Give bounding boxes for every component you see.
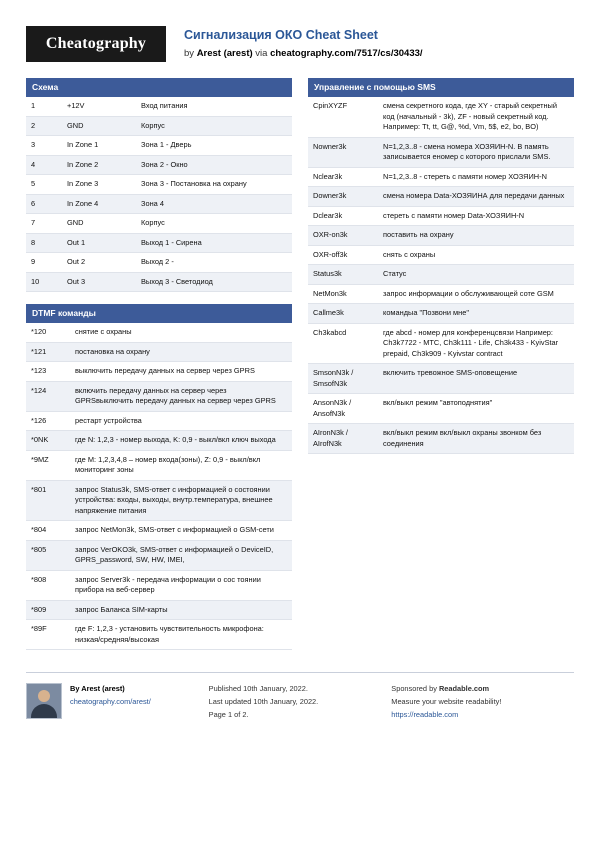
- page-header: [0, 0, 600, 62]
- cell-name: Out 2: [62, 253, 136, 273]
- cell-desc: N=1,2,3..8 - стереть с памяти номер ХОЗЯИН-N: [378, 167, 574, 187]
- cell-command: OXR-on3k: [308, 226, 378, 246]
- cell-code: *805: [26, 540, 70, 570]
- page-count: Page 1 of 2.: [208, 710, 249, 719]
- table-row: [308, 137, 574, 167]
- table-row: [26, 521, 292, 541]
- footer-dates-text: [209, 683, 319, 722]
- cell-desc: Зона 3 - Постановка на охрану: [136, 175, 292, 195]
- card-sms: [308, 78, 574, 454]
- table-row: [26, 136, 292, 156]
- byline-prefix: by: [184, 48, 197, 59]
- footer-dates: [209, 683, 392, 722]
- updated-date: Last updated 10th January, 2022.: [208, 697, 319, 706]
- cell-name: Out 1: [62, 233, 136, 253]
- cell-desc: N=1,2,3..8 - смена номера ХОЗЯИН-N. В память записывается еномер с которого прислали SMS.: [378, 137, 574, 167]
- cell-command: CpinXYZF: [308, 97, 378, 137]
- cell-code: *124: [26, 381, 70, 411]
- byline-author: Arest (arest): [196, 48, 253, 59]
- cell-code: *126: [26, 411, 70, 431]
- cell-desc: где F: 1,2,3 - установить чувствительность микрофона: низкая/средняя/высокая: [70, 620, 292, 650]
- cell-desc: Зона 2 - Окно: [136, 155, 292, 175]
- cell-command: AnsonN3k / AnsofN3k: [308, 394, 378, 424]
- cell-desc: Корпус: [136, 116, 292, 136]
- table-row: [26, 116, 292, 136]
- table-row: [308, 304, 574, 324]
- table-row: [308, 245, 574, 265]
- cell-command: OXR-off3k: [308, 245, 378, 265]
- cell-code: *804: [26, 521, 70, 541]
- cell-name: In Zone 1: [62, 136, 136, 156]
- cell-command: NetMon3k: [308, 284, 378, 304]
- table-row: [308, 167, 574, 187]
- cell-desc: вкл/выкл режим "автоподнятия": [378, 394, 574, 424]
- cell-desc: запрос Баланса SIM-карты: [70, 600, 292, 620]
- avatar-head: [38, 690, 50, 702]
- cell-command: SmsonN3k / SmsofN3k: [308, 364, 378, 394]
- table-row: [26, 480, 292, 521]
- table-row: [26, 342, 292, 362]
- cell-name: +12V: [62, 97, 136, 116]
- cell-desc: Статус: [378, 265, 574, 285]
- table-row: [26, 272, 292, 292]
- cell-command: Callme3k: [308, 304, 378, 324]
- cell-pin: 8: [26, 233, 62, 253]
- cell-command: Nowner3k: [308, 137, 378, 167]
- schema-table: [26, 97, 292, 292]
- sms-table: [308, 97, 574, 454]
- left-column: [26, 78, 292, 662]
- table-row: [26, 214, 292, 234]
- cell-code: *809: [26, 600, 70, 620]
- cell-pin: 6: [26, 194, 62, 214]
- cell-pin: 9: [26, 253, 62, 273]
- cell-pin: 1: [26, 97, 62, 116]
- cell-desc: смена номера Data-ХОЗЯИНА для передачи данных: [378, 187, 574, 207]
- table-row: [26, 175, 292, 195]
- card-dtmf: [26, 304, 292, 650]
- published-date: Published 10th January, 2022.: [208, 684, 308, 693]
- cell-desc: Корпус: [136, 214, 292, 234]
- sponsor-name: Readable.com: [438, 684, 490, 693]
- cell-code: *9MZ: [26, 450, 70, 480]
- cell-desc: где M: 1,2,3,4,8 – номер входа(зоны), Z: 0,9 - выкл/вкл мониторинг зоны: [70, 450, 292, 480]
- cell-name: GND: [62, 214, 136, 234]
- table-row: [308, 394, 574, 424]
- footer-sponsor-text: [391, 683, 501, 722]
- page-title: Сигнализация ОКО Cheat Sheet: [184, 28, 378, 42]
- cell-desc: Выход 3 - Светодиод: [136, 272, 292, 292]
- table-row: [26, 450, 292, 480]
- byline-mid: via: [252, 48, 271, 59]
- logo-text: Cheatography: [45, 35, 147, 52]
- cell-name: GND: [62, 116, 136, 136]
- cell-desc: командыа "Позвони мне": [378, 304, 574, 324]
- cell-desc: вкл/выкл режим вкл/выкл охраны звонком без соединения: [378, 424, 574, 454]
- footer-author-text: [70, 683, 151, 722]
- cell-pin: 2: [26, 116, 62, 136]
- content-columns: [0, 62, 600, 662]
- cell-desc: Зона 4: [136, 194, 292, 214]
- table-row: [26, 600, 292, 620]
- cell-desc: Выход 1 - Сирена: [136, 233, 292, 253]
- cell-code: *120: [26, 323, 70, 342]
- cell-desc: запрос NetMon3k, SMS-ответ с информацией о GSM-сети: [70, 521, 292, 541]
- cell-desc: снятие с охраны: [70, 323, 292, 342]
- table-row: [26, 620, 292, 650]
- footer-author: [26, 683, 209, 722]
- table-row: [308, 424, 574, 454]
- table-row: [26, 362, 292, 382]
- cell-desc: Выход 2 -: [136, 253, 292, 273]
- cell-desc: где abcd - номер для конференцсвязи Например: Ch3k7722 - MTC, Ch3k111 - Life, Ch3k433 - KyivStar prepaid, Ch3k909 - Kyivstar contract: [378, 323, 574, 364]
- cell-code: *801: [26, 480, 70, 521]
- table-row: [26, 381, 292, 411]
- table-row: [26, 540, 292, 570]
- cell-desc: снять с охраны: [378, 245, 574, 265]
- table-row: [308, 284, 574, 304]
- card-title-sms: Управление с помощью SMS: [308, 78, 574, 97]
- cell-command: Downer3k: [308, 187, 378, 207]
- card-title-schema: Схема: [26, 78, 292, 97]
- cell-command: Dclear3k: [308, 206, 378, 226]
- table-row: [26, 431, 292, 451]
- right-column: [308, 78, 574, 662]
- header-titles: [184, 26, 423, 60]
- dtmf-table: [26, 323, 292, 650]
- table-row: [26, 233, 292, 253]
- author-profile-link[interactable]: cheatography.com/arest/: [70, 697, 151, 706]
- cell-code: *89F: [26, 620, 70, 650]
- cell-pin: 4: [26, 155, 62, 175]
- cell-desc: выключить передачу данных на сервер через GPRS: [70, 362, 292, 382]
- cell-command: Ch3kabcd: [308, 323, 378, 364]
- cell-name: Out 3: [62, 272, 136, 292]
- author-name: By Arest (arest): [70, 684, 125, 693]
- cell-pin: 10: [26, 272, 62, 292]
- table-row: [308, 265, 574, 285]
- cell-code: *121: [26, 342, 70, 362]
- cell-code: *0NK: [26, 431, 70, 451]
- table-row: [308, 97, 574, 137]
- table-row: [26, 253, 292, 273]
- card-schema: [26, 78, 292, 292]
- table-row: [26, 194, 292, 214]
- cell-desc: запрос Server3k - передача информации о сос тоянии прибора на веб-сервер: [70, 570, 292, 600]
- sponsor-link[interactable]: https://readable.com: [391, 710, 459, 719]
- table-row: [26, 570, 292, 600]
- cell-desc: включить тревожное SMS-оповещение: [378, 364, 574, 394]
- footer-sponsor: [391, 683, 574, 722]
- cell-desc: поставить на охрану: [378, 226, 574, 246]
- table-row: [308, 206, 574, 226]
- cell-desc: запрос Status3k, SMS-ответ с информацией о состоянии устройства: входы, выходы, внутр.температура, внешнее напряжение питания: [70, 480, 292, 521]
- byline: [184, 47, 423, 60]
- sheet-url-link[interactable]: cheatography.com/7517/cs/30433/: [270, 48, 423, 59]
- cell-desc: запрос VerOKO3k, SMS-ответ с информацией о DeviceID, GPRS_password, SW, HW, IMEI,: [70, 540, 292, 570]
- cell-desc: рестарт устройства: [70, 411, 292, 431]
- table-row: [308, 226, 574, 246]
- table-row: [308, 187, 574, 207]
- cheatography-logo: [26, 26, 166, 62]
- cell-name: In Zone 2: [62, 155, 136, 175]
- avatar-body: [31, 704, 57, 718]
- cell-command: AIronN3k / AIrofN3k: [308, 424, 378, 454]
- cell-command: Nclear3k: [308, 167, 378, 187]
- cell-code: *808: [26, 570, 70, 600]
- cell-name: In Zone 3: [62, 175, 136, 195]
- cell-pin: 5: [26, 175, 62, 195]
- sponsor-prefix: Sponsored by: [391, 684, 439, 693]
- cell-desc: смена секретного кода, где XY - старый секретный код (начальный - 3k), ZF - новый секретный код. Например: Tt, tt, G@, %d, Vm, 5$, e2, bo, BO): [378, 97, 574, 137]
- cell-desc: включить передачу данных на сервер через GPRSвыключить передачу данных на сервер через GPRS: [70, 381, 292, 411]
- cell-desc: запрос информации о обслуживающей соте GSM: [378, 284, 574, 304]
- cell-desc: постановка на охрану: [70, 342, 292, 362]
- sponsor-tagline: Measure your website readability!: [391, 697, 502, 706]
- table-row: [308, 364, 574, 394]
- table-row: [308, 323, 574, 364]
- cell-desc: Зона 1 - Дверь: [136, 136, 292, 156]
- cell-desc: где N: 1,2,3 - номер выхода, K: 0,9 - выкл/вкл ключ выхода: [70, 431, 292, 451]
- cell-pin: 3: [26, 136, 62, 156]
- table-row: [26, 155, 292, 175]
- page-footer: [26, 672, 574, 722]
- cell-desc: Вход питания: [136, 97, 292, 116]
- cell-command: Status3k: [308, 265, 378, 285]
- cell-pin: 7: [26, 214, 62, 234]
- cell-code: *123: [26, 362, 70, 382]
- avatar: [26, 683, 62, 719]
- cell-desc: стереть с памяти номер Data-ХОЗЯИН-N: [378, 206, 574, 226]
- table-row: [26, 411, 292, 431]
- cell-name: In Zone 4: [62, 194, 136, 214]
- table-row: [26, 97, 292, 116]
- card-title-dtmf: DTMF команды: [26, 304, 292, 323]
- table-row: [26, 323, 292, 342]
